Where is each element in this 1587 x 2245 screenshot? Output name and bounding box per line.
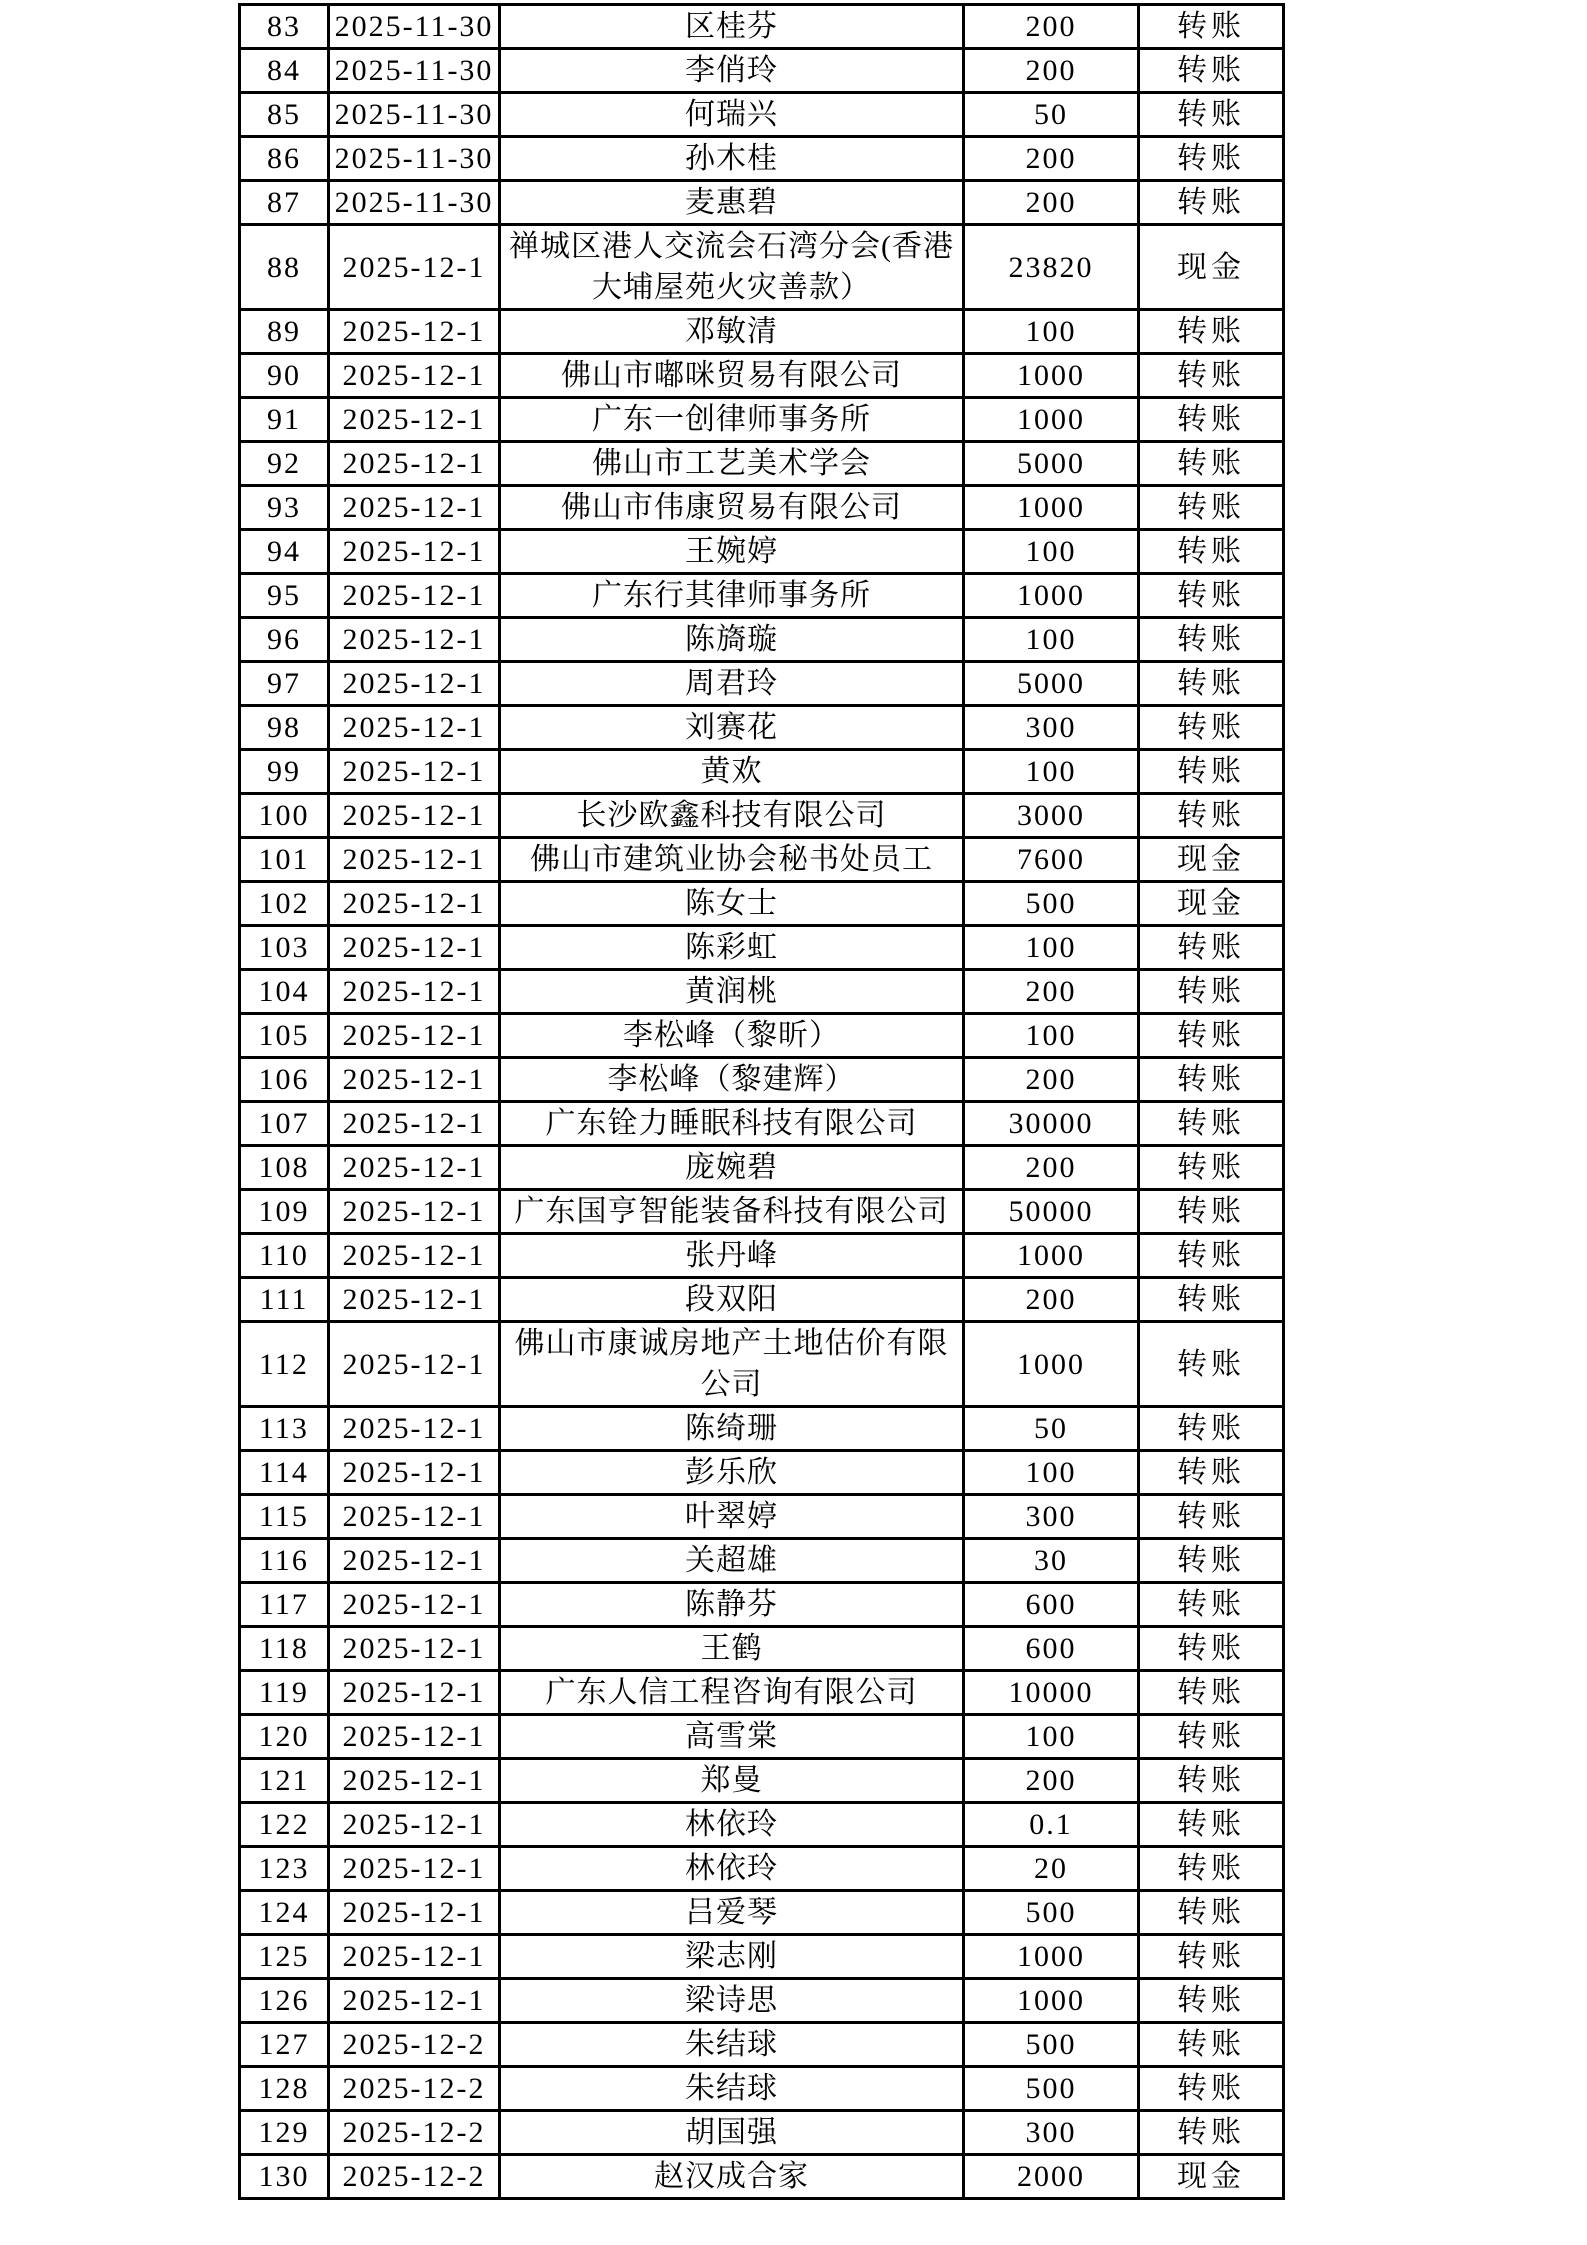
cell-donor-name: 陈静芬 (500, 1583, 964, 1627)
cell-donor-name: 段双阳 (500, 1278, 964, 1322)
cell-amount: 1000 (964, 1322, 1139, 1407)
cell-amount: 1000 (964, 1234, 1139, 1278)
table-row (240, 1278, 1284, 1322)
table-row (240, 1495, 1284, 1539)
cell-date: 2025-12-1 (329, 1102, 500, 1146)
table-row (240, 2067, 1284, 2111)
table-row (240, 794, 1284, 838)
cell-donor-name: 朱结球 (500, 2023, 964, 2067)
table-row (240, 750, 1284, 794)
cell-donor-name: 周君玲 (500, 662, 964, 706)
table-row (240, 1146, 1284, 1190)
cell-donor-name: 何瑞兴 (500, 93, 964, 137)
cell-payment-method: 转账 (1139, 662, 1284, 706)
cell-sequence-number: 114 (240, 1451, 329, 1495)
cell-amount: 50 (964, 93, 1139, 137)
cell-sequence-number: 117 (240, 1583, 329, 1627)
cell-date: 2025-12-1 (329, 1495, 500, 1539)
cell-amount: 600 (964, 1583, 1139, 1627)
cell-sequence-number: 92 (240, 442, 329, 486)
cell-donor-name: 邓敏清 (500, 310, 964, 354)
cell-payment-method: 转账 (1139, 1451, 1284, 1495)
cell-donor-name: 叶翠婷 (500, 1495, 964, 1539)
cell-amount: 100 (964, 1451, 1139, 1495)
cell-payment-method: 转账 (1139, 530, 1284, 574)
table-row (240, 49, 1284, 93)
cell-amount: 5000 (964, 662, 1139, 706)
cell-payment-method: 转账 (1139, 93, 1284, 137)
cell-amount: 200 (964, 181, 1139, 225)
table-row (240, 1058, 1284, 1102)
table-row (240, 93, 1284, 137)
table-row (240, 970, 1284, 1014)
cell-sequence-number: 105 (240, 1014, 329, 1058)
cell-date: 2025-11-30 (329, 181, 500, 225)
table-row (240, 1102, 1284, 1146)
cell-donor-name: 李松峰（黎建辉） (500, 1058, 964, 1102)
cell-donor-name: 陈女士 (500, 882, 964, 926)
cell-sequence-number: 128 (240, 2067, 329, 2111)
table-row (240, 1583, 1284, 1627)
cell-amount: 500 (964, 2023, 1139, 2067)
cell-sequence-number: 121 (240, 1759, 329, 1803)
cell-payment-method: 转账 (1139, 2111, 1284, 2155)
table-row (240, 662, 1284, 706)
table-row (240, 2023, 1284, 2067)
cell-date: 2025-12-1 (329, 530, 500, 574)
cell-date: 2025-12-1 (329, 1847, 500, 1891)
table-row (240, 574, 1284, 618)
cell-payment-method: 转账 (1139, 5, 1284, 49)
cell-date: 2025-12-1 (329, 970, 500, 1014)
table-row (240, 5, 1284, 49)
cell-donor-name: 彭乐欣 (500, 1451, 964, 1495)
cell-sequence-number: 119 (240, 1671, 329, 1715)
cell-amount: 1000 (964, 486, 1139, 530)
cell-sequence-number: 109 (240, 1190, 329, 1234)
cell-sequence-number: 85 (240, 93, 329, 137)
cell-amount: 50 (964, 1407, 1139, 1451)
cell-date: 2025-12-1 (329, 1278, 500, 1322)
cell-payment-method: 转账 (1139, 486, 1284, 530)
cell-payment-method: 转账 (1139, 1759, 1284, 1803)
table-row (240, 137, 1284, 181)
cell-date: 2025-12-1 (329, 1407, 500, 1451)
cell-sequence-number: 83 (240, 5, 329, 49)
cell-date: 2025-12-1 (329, 1979, 500, 2023)
cell-date: 2025-12-1 (329, 838, 500, 882)
cell-amount: 200 (964, 1146, 1139, 1190)
cell-date: 2025-12-1 (329, 1014, 500, 1058)
cell-date: 2025-12-1 (329, 1627, 500, 1671)
cell-amount: 2000 (964, 2155, 1139, 2199)
cell-sequence-number: 129 (240, 2111, 329, 2155)
table-row (240, 706, 1284, 750)
table-row (240, 1759, 1284, 1803)
cell-date: 2025-12-1 (329, 442, 500, 486)
cell-amount: 300 (964, 1495, 1139, 1539)
cell-date: 2025-12-1 (329, 1539, 500, 1583)
cell-payment-method: 转账 (1139, 1190, 1284, 1234)
cell-payment-method: 转账 (1139, 1278, 1284, 1322)
cell-payment-method: 转账 (1139, 49, 1284, 93)
cell-amount: 1000 (964, 1935, 1139, 1979)
cell-sequence-number: 97 (240, 662, 329, 706)
cell-amount: 300 (964, 2111, 1139, 2155)
cell-donor-name: 李俏玲 (500, 49, 964, 93)
cell-donor-name: 林依玲 (500, 1803, 964, 1847)
table-row (240, 486, 1284, 530)
cell-amount: 100 (964, 1715, 1139, 1759)
cell-sequence-number: 111 (240, 1278, 329, 1322)
cell-payment-method: 转账 (1139, 1715, 1284, 1759)
cell-payment-method: 转账 (1139, 137, 1284, 181)
cell-payment-method: 转账 (1139, 1322, 1284, 1407)
cell-payment-method: 转账 (1139, 574, 1284, 618)
cell-date: 2025-12-1 (329, 882, 500, 926)
cell-sequence-number: 93 (240, 486, 329, 530)
cell-date: 2025-12-1 (329, 706, 500, 750)
cell-payment-method: 转账 (1139, 1891, 1284, 1935)
cell-amount: 30000 (964, 1102, 1139, 1146)
cell-payment-method: 转账 (1139, 750, 1284, 794)
cell-sequence-number: 104 (240, 970, 329, 1014)
cell-donor-name: 王鹤 (500, 1627, 964, 1671)
cell-donor-name: 麦惠碧 (500, 181, 964, 225)
cell-date: 2025-12-1 (329, 486, 500, 530)
cell-date: 2025-12-1 (329, 1190, 500, 1234)
cell-date: 2025-12-1 (329, 225, 500, 310)
table-row (240, 1935, 1284, 1979)
cell-sequence-number: 112 (240, 1322, 329, 1407)
cell-payment-method: 现金 (1139, 2155, 1284, 2199)
cell-sequence-number: 130 (240, 2155, 329, 2199)
cell-sequence-number: 115 (240, 1495, 329, 1539)
cell-payment-method: 转账 (1139, 1146, 1284, 1190)
cell-date: 2025-12-2 (329, 2155, 500, 2199)
cell-payment-method: 转账 (1139, 1234, 1284, 1278)
cell-payment-method: 转账 (1139, 398, 1284, 442)
cell-donor-name: 刘赛花 (500, 706, 964, 750)
cell-donor-name: 朱结球 (500, 2067, 964, 2111)
table-row (240, 310, 1284, 354)
cell-sequence-number: 96 (240, 618, 329, 662)
cell-date: 2025-12-1 (329, 618, 500, 662)
cell-sequence-number: 99 (240, 750, 329, 794)
cell-payment-method: 转账 (1139, 1847, 1284, 1891)
cell-sequence-number: 120 (240, 1715, 329, 1759)
cell-date: 2025-12-1 (329, 1803, 500, 1847)
cell-donor-name: 吕爱琴 (500, 1891, 964, 1935)
cell-date: 2025-11-30 (329, 137, 500, 181)
cell-payment-method: 转账 (1139, 2067, 1284, 2111)
cell-amount: 200 (964, 1759, 1139, 1803)
cell-payment-method: 转账 (1139, 618, 1284, 662)
cell-date: 2025-12-1 (329, 1759, 500, 1803)
table-row (240, 1891, 1284, 1935)
cell-donor-name: 林依玲 (500, 1847, 964, 1891)
table-row (240, 1234, 1284, 1278)
cell-payment-method: 转账 (1139, 1539, 1284, 1583)
cell-amount: 200 (964, 1278, 1139, 1322)
cell-donor-name: 胡国强 (500, 2111, 964, 2155)
cell-payment-method: 现金 (1139, 838, 1284, 882)
table-row (240, 1014, 1284, 1058)
cell-amount: 1000 (964, 574, 1139, 618)
table-row (240, 442, 1284, 486)
cell-date: 2025-12-1 (329, 1451, 500, 1495)
cell-payment-method: 转账 (1139, 1935, 1284, 1979)
cell-amount: 100 (964, 618, 1139, 662)
cell-sequence-number: 122 (240, 1803, 329, 1847)
cell-date: 2025-12-1 (329, 1671, 500, 1715)
cell-amount: 500 (964, 1891, 1139, 1935)
table-row (240, 530, 1284, 574)
cell-amount: 1000 (964, 1979, 1139, 2023)
cell-amount: 500 (964, 882, 1139, 926)
cell-date: 2025-12-1 (329, 1146, 500, 1190)
table-row (240, 181, 1284, 225)
cell-donor-name: 禅城区港人交流会石湾分会(香港大埔屋苑火灾善款） (500, 225, 964, 310)
cell-amount: 100 (964, 1014, 1139, 1058)
cell-date: 2025-12-1 (329, 926, 500, 970)
cell-payment-method: 现金 (1139, 882, 1284, 926)
cell-sequence-number: 116 (240, 1539, 329, 1583)
cell-sequence-number: 107 (240, 1102, 329, 1146)
cell-donor-name: 佛山市康诚房地产土地估价有限公司 (500, 1322, 964, 1407)
cell-payment-method: 转账 (1139, 1102, 1284, 1146)
table-row (240, 1451, 1284, 1495)
cell-amount: 200 (964, 970, 1139, 1014)
cell-payment-method: 转账 (1139, 1627, 1284, 1671)
table-row (240, 1671, 1284, 1715)
cell-amount: 1000 (964, 354, 1139, 398)
cell-payment-method: 转账 (1139, 794, 1284, 838)
cell-sequence-number: 123 (240, 1847, 329, 1891)
table-row (240, 1847, 1284, 1891)
cell-sequence-number: 125 (240, 1935, 329, 1979)
cell-payment-method: 转账 (1139, 1803, 1284, 1847)
table-row (240, 2155, 1284, 2199)
cell-date: 2025-12-1 (329, 1583, 500, 1627)
cell-donor-name: 李松峰（黎昕） (500, 1014, 964, 1058)
cell-donor-name: 广东铨力睡眠科技有限公司 (500, 1102, 964, 1146)
cell-amount: 100 (964, 750, 1139, 794)
table-row (240, 1407, 1284, 1451)
cell-donor-name: 黄欢 (500, 750, 964, 794)
table-row (240, 618, 1284, 662)
cell-sequence-number: 103 (240, 926, 329, 970)
cell-date: 2025-12-1 (329, 398, 500, 442)
cell-sequence-number: 106 (240, 1058, 329, 1102)
cell-amount: 30 (964, 1539, 1139, 1583)
cell-donor-name: 梁诗思 (500, 1979, 964, 2023)
cell-amount: 10000 (964, 1671, 1139, 1715)
cell-donor-name: 佛山市嘟咪贸易有限公司 (500, 354, 964, 398)
cell-sequence-number: 98 (240, 706, 329, 750)
cell-payment-method: 转账 (1139, 1495, 1284, 1539)
table-row (240, 2111, 1284, 2155)
cell-date: 2025-11-30 (329, 49, 500, 93)
cell-date: 2025-12-2 (329, 2067, 500, 2111)
cell-sequence-number: 127 (240, 2023, 329, 2067)
cell-sequence-number: 126 (240, 1979, 329, 2023)
cell-donor-name: 长沙欧鑫科技有限公司 (500, 794, 964, 838)
cell-date: 2025-12-1 (329, 1322, 500, 1407)
table-row (240, 1539, 1284, 1583)
table-row (240, 1190, 1284, 1234)
cell-donor-name: 广东国亨智能装备科技有限公司 (500, 1190, 964, 1234)
cell-amount: 200 (964, 137, 1139, 181)
cell-date: 2025-12-1 (329, 750, 500, 794)
cell-donor-name: 张丹峰 (500, 1234, 964, 1278)
cell-payment-method: 转账 (1139, 1583, 1284, 1627)
cell-sequence-number: 90 (240, 354, 329, 398)
table-row (240, 1322, 1284, 1407)
table-row (240, 1979, 1284, 2023)
cell-amount: 7600 (964, 838, 1139, 882)
cell-amount: 50000 (964, 1190, 1139, 1234)
cell-sequence-number: 87 (240, 181, 329, 225)
cell-sequence-number: 95 (240, 574, 329, 618)
cell-amount: 100 (964, 926, 1139, 970)
table-row (240, 1803, 1284, 1847)
cell-donor-name: 庞婉碧 (500, 1146, 964, 1190)
cell-date: 2025-12-1 (329, 794, 500, 838)
cell-sequence-number: 110 (240, 1234, 329, 1278)
cell-sequence-number: 101 (240, 838, 329, 882)
cell-payment-method: 转账 (1139, 1671, 1284, 1715)
table-row (240, 1627, 1284, 1671)
cell-payment-method: 转账 (1139, 442, 1284, 486)
cell-date: 2025-12-2 (329, 2111, 500, 2155)
cell-payment-method: 转账 (1139, 1979, 1284, 2023)
cell-payment-method: 转账 (1139, 970, 1284, 1014)
cell-payment-method: 转账 (1139, 2023, 1284, 2067)
cell-sequence-number: 94 (240, 530, 329, 574)
cell-payment-method: 转账 (1139, 354, 1284, 398)
cell-date: 2025-12-1 (329, 1715, 500, 1759)
cell-date: 2025-12-1 (329, 310, 500, 354)
cell-amount: 100 (964, 310, 1139, 354)
cell-amount: 3000 (964, 794, 1139, 838)
cell-payment-method: 转账 (1139, 926, 1284, 970)
cell-amount: 200 (964, 5, 1139, 49)
cell-date: 2025-12-1 (329, 1935, 500, 1979)
cell-payment-method: 转账 (1139, 706, 1284, 750)
cell-donor-name: 陈绮珊 (500, 1407, 964, 1451)
cell-amount: 1000 (964, 398, 1139, 442)
cell-amount: 500 (964, 2067, 1139, 2111)
cell-sequence-number: 84 (240, 49, 329, 93)
cell-donor-name: 佛山市伟康贸易有限公司 (500, 486, 964, 530)
cell-donor-name: 广东行其律师事务所 (500, 574, 964, 618)
cell-donor-name: 佛山市工艺美术学会 (500, 442, 964, 486)
cell-donor-name: 陈彩虹 (500, 926, 964, 970)
cell-date: 2025-11-30 (329, 93, 500, 137)
cell-date: 2025-12-1 (329, 1234, 500, 1278)
cell-payment-method: 转账 (1139, 1058, 1284, 1102)
cell-amount: 100 (964, 530, 1139, 574)
cell-donor-name: 关超雄 (500, 1539, 964, 1583)
cell-donor-name: 郑曼 (500, 1759, 964, 1803)
cell-sequence-number: 91 (240, 398, 329, 442)
cell-donor-name: 区桂芬 (500, 5, 964, 49)
cell-sequence-number: 100 (240, 794, 329, 838)
cell-donor-name: 广东人信工程咨询有限公司 (500, 1671, 964, 1715)
cell-amount: 23820 (964, 225, 1139, 310)
table-row (240, 1715, 1284, 1759)
cell-amount: 0.1 (964, 1803, 1139, 1847)
cell-donor-name: 黄润桃 (500, 970, 964, 1014)
cell-payment-method: 转账 (1139, 1407, 1284, 1451)
cell-sequence-number: 118 (240, 1627, 329, 1671)
cell-sequence-number: 102 (240, 882, 329, 926)
cell-payment-method: 转账 (1139, 1014, 1284, 1058)
cell-amount: 5000 (964, 442, 1139, 486)
table-row (240, 838, 1284, 882)
cell-sequence-number: 86 (240, 137, 329, 181)
cell-donor-name: 王婉婷 (500, 530, 964, 574)
cell-sequence-number: 113 (240, 1407, 329, 1451)
cell-sequence-number: 124 (240, 1891, 329, 1935)
cell-amount: 20 (964, 1847, 1139, 1891)
cell-date: 2025-12-1 (329, 574, 500, 618)
cell-sequence-number: 88 (240, 225, 329, 310)
cell-date: 2025-11-30 (329, 5, 500, 49)
cell-donor-name: 陈旖璇 (500, 618, 964, 662)
cell-amount: 200 (964, 1058, 1139, 1102)
cell-amount: 300 (964, 706, 1139, 750)
cell-sequence-number: 108 (240, 1146, 329, 1190)
table-row (240, 926, 1284, 970)
cell-donor-name: 梁志刚 (500, 1935, 964, 1979)
donation-table (238, 3, 1285, 2200)
cell-donor-name: 孙木桂 (500, 137, 964, 181)
cell-donor-name: 佛山市建筑业协会秘书处员工 (500, 838, 964, 882)
table-row (240, 398, 1284, 442)
cell-donor-name: 高雪棠 (500, 1715, 964, 1759)
cell-donor-name: 赵汉成合家 (500, 2155, 964, 2199)
cell-sequence-number: 89 (240, 310, 329, 354)
donation-table-body (240, 5, 1284, 2199)
cell-payment-method: 现金 (1139, 225, 1284, 310)
table-row (240, 225, 1284, 310)
cell-amount: 200 (964, 49, 1139, 93)
cell-donor-name: 广东一创律师事务所 (500, 398, 964, 442)
cell-payment-method: 转账 (1139, 181, 1284, 225)
table-row (240, 882, 1284, 926)
cell-amount: 600 (964, 1627, 1139, 1671)
cell-date: 2025-12-1 (329, 1891, 500, 1935)
cell-date: 2025-12-1 (329, 662, 500, 706)
cell-date: 2025-12-2 (329, 2023, 500, 2067)
cell-date: 2025-12-1 (329, 354, 500, 398)
cell-date: 2025-12-1 (329, 1058, 500, 1102)
cell-payment-method: 转账 (1139, 310, 1284, 354)
table-row (240, 354, 1284, 398)
